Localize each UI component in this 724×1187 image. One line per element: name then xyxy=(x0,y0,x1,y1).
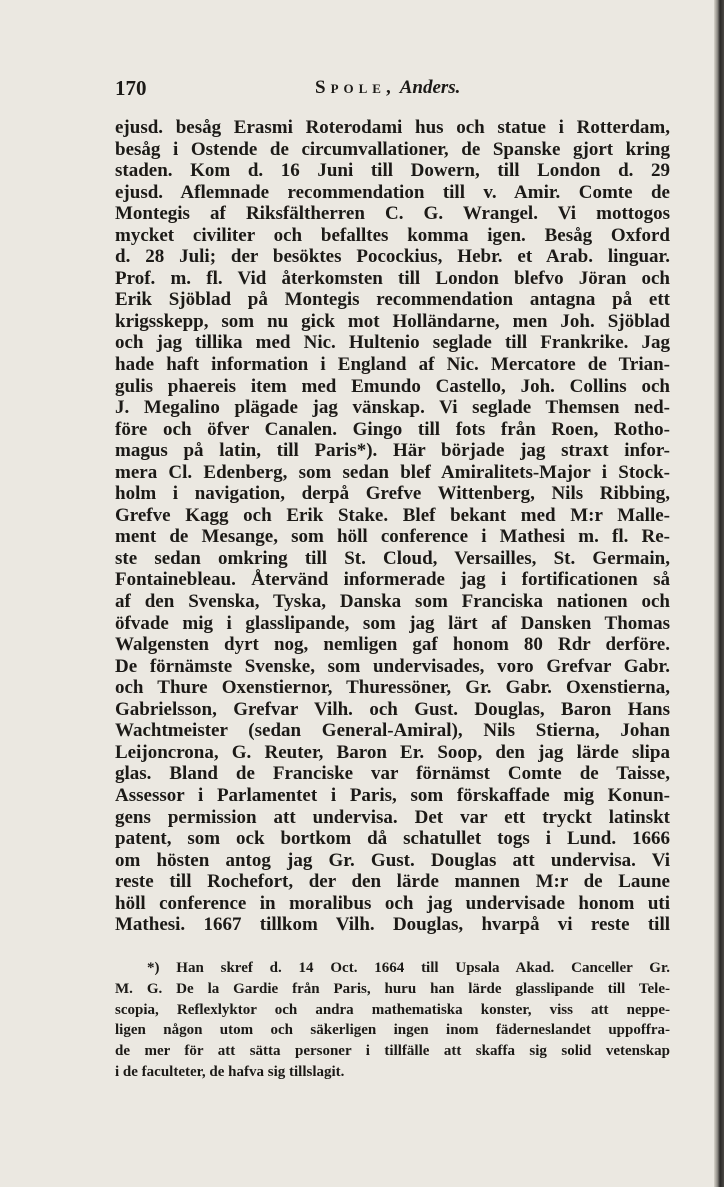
text-line: gens permission att undervisa. Det var ett tryckt latinskt xyxy=(115,806,670,828)
text-line: Erik Sjöblad på Montegis recommendation antagna på ett xyxy=(115,289,670,311)
text-line: staden. Kom d. 16 Juni till Dowern, till London d. 29 xyxy=(115,160,670,182)
text-line: Fontainebleau. Återvänd informerade jag i fortificationen så xyxy=(115,569,670,591)
footnote-line: i de faculteter, de hafva sig tillslagit. xyxy=(115,1063,345,1080)
footnote-line: M. G. De la Gardie från Paris, huru han lärde glasslipande till Tele- xyxy=(115,980,670,997)
text-line: mycket civiliter och befalltes komma igen. Besåg Oxford xyxy=(115,224,670,246)
text-line: holm i navigation, derpå Grefve Wittenberg, Nils Ribbing, xyxy=(115,483,670,505)
text-line: gulis phaereis item med Emundo Castello, Joh. Collins och xyxy=(115,375,670,397)
text-line: Wachtmeister (sedan General-Amiral), Nils Stierna, Johan xyxy=(115,720,670,742)
text-line: d. 28 Juli; der besöktes Pocockius, Hebr. et Arab. linguar. xyxy=(115,246,670,268)
text-line: före och öfver Canalen. Gingo till fots från Roen, Rotho- xyxy=(115,418,670,440)
text-line: glas. Bland de Franciske var förnämst Comte de Taisse, xyxy=(115,763,670,785)
text-line: Leijoncrona, G. Reuter, Baron Er. Soop, den jag lärde slipa xyxy=(115,741,670,763)
text-line: De förnämste Svenske, som undervisades, voro Grefvar Gabr. xyxy=(115,655,670,677)
running-head-forename: Anders. xyxy=(399,77,461,98)
text-line: mera Cl. Edenberg, som sedan blef Amiralitets-Major i Stock- xyxy=(115,461,670,483)
text-line: hade haft information i England af Nic. Mercatore de Trian- xyxy=(115,354,670,376)
text-line: Walgensten dyrt nog, nemligen gaf honom 80 Rdr derföre. xyxy=(115,634,670,656)
text-line: Gabrielsson, Grefvar Vilh. och Gust. Douglas, Baron Hans xyxy=(115,698,670,720)
body-text xyxy=(115,117,670,936)
text-line: Grefve Kagg och Erik Stake. Blef bekant med M:r Malle- xyxy=(115,504,670,526)
text-line: Prof. m. fl. Vid återkomsten till London blefvo Jöran och xyxy=(115,267,670,289)
text-line: af den Svenska, Tyska, Danska som Franciska nationen och xyxy=(115,591,670,613)
page-number: 170 xyxy=(115,76,147,100)
running-head xyxy=(315,76,460,100)
footnote-line: de mer för att sätta personer i tillfälle att skaffa sig solid vetenskap xyxy=(115,1043,670,1060)
footnote-line: ligen någon utom och säkerligen ingen inom fäderneslandet uppoffra- xyxy=(115,1022,670,1039)
text-line: ejusd. Aflemnade recommendation till v. Amir. Comte de xyxy=(115,181,670,203)
text-line: och jag tillika med Nic. Hultenio seglade till Frankrike. Jag xyxy=(115,332,670,354)
footnote-line: *) Han skref d. 14 Oct. 1664 till Upsala Akad. Canceller Gr. xyxy=(147,960,670,976)
text-line: öfvade mig i glasslipande, som jag lärt af Dansken Thomas xyxy=(115,612,670,634)
footnote xyxy=(115,958,670,1083)
text-line: om hösten antog jag Gr. Gust. Douglas att undervisa. Vi xyxy=(115,849,670,871)
text-line: och Thure Oxenstiernor, Thuressöner, Gr. Gabr. Oxenstierna, xyxy=(115,677,670,699)
text-line: ment de Mesange, som höll conference i Mathesi m. fl. Re- xyxy=(115,526,670,548)
text-line: ste sedan omkring till St. Cloud, Versailles, St. Germain, xyxy=(115,547,670,569)
text-line: höll conference in moralibus och jag undervisade honom uti xyxy=(115,892,670,914)
running-head-surname: Spole, xyxy=(315,77,396,98)
text-line: ejusd. besåg Erasmi Roterodami hus och statue i Rotterdam, xyxy=(115,117,670,138)
page-header xyxy=(115,76,670,102)
text-line: reste till Rochefort, der den lärde mannen M:r de Laune xyxy=(115,871,670,893)
text-line: Mathesi. 1667 tillkom Vilh. Douglas, hvarpå vi reste till xyxy=(115,914,670,936)
text-line: krigsskepp, som nu gick mot Holländarne, men Joh. Sjöblad xyxy=(115,310,670,332)
text-line: J. Megalino plägade jag vänskap. Vi seglade Themsen ned- xyxy=(115,397,670,419)
text-line: Assessor i Parlamentet i Paris, som förskaffade mig Konun- xyxy=(115,784,670,806)
text-line: besåg i Ostende de circumvallationer, de Spanske gjort kring xyxy=(115,138,670,160)
page-edge-shadow xyxy=(714,0,724,1187)
footnote-line: scopia, Reflexlyktor och andra mathematiska konster, viss att neppe- xyxy=(115,1001,670,1018)
text-line: Montegis af Riksfältherren C. G. Wrangel. Vi mottogos xyxy=(115,203,670,225)
text-line: magus på latin, till Paris*). Här började jag straxt infor- xyxy=(115,440,670,462)
text-line: patent, som ock bortkom då schatullet togs i Lund. 1666 xyxy=(115,828,670,850)
